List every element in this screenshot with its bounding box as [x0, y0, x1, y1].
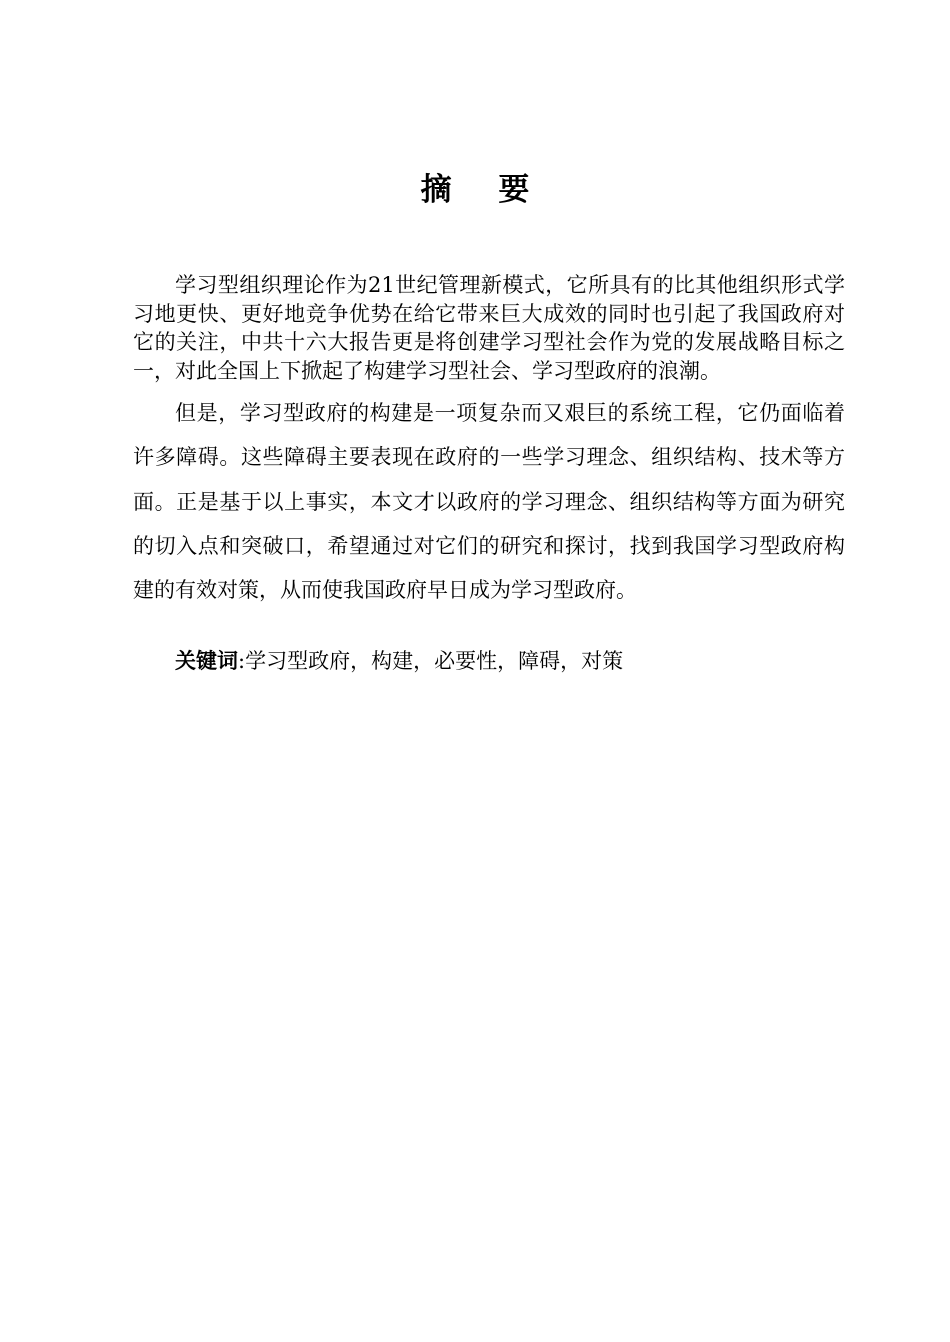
- keywords-separator: :: [238, 649, 246, 673]
- abstract-title: 摘 要: [420, 172, 548, 208]
- keywords-text: 学习型政府，构建，必要性，障碍，对策: [245, 649, 624, 673]
- keywords-label: 关键词: [175, 649, 238, 673]
- keywords-line: [175, 646, 623, 676]
- abstract-paragraph-2: 但是，学习型政府的构建是一项复杂而又艰巨的系统工程，它仍面临着许多障碍。这些障碍主要表现在政府的一些学习理念、组织结构、技术等方面。正是基于以上事实，本文才以政府的学习理念、组织结构等方面为研究的切入点和突破口，希望通过对它们的研究和探讨，找到我国学习型政府构建的有效对策，从而使我国政府早日成为学习型政府。: [133, 401, 845, 603]
- abstract-paragraph-1: 学习型组织理论作为21世纪管理新模式，它所具有的比其他组织形式学习地更快、更好地竞争优势在给它带来巨大成效的同时也引起了我国政府对它的关注，中共十六大报告更是将创建学习型社会作为党的发展战略目标之一，对此全国上下掀起了构建学习型社会、学习型政府的浪潮。: [133, 273, 845, 383]
